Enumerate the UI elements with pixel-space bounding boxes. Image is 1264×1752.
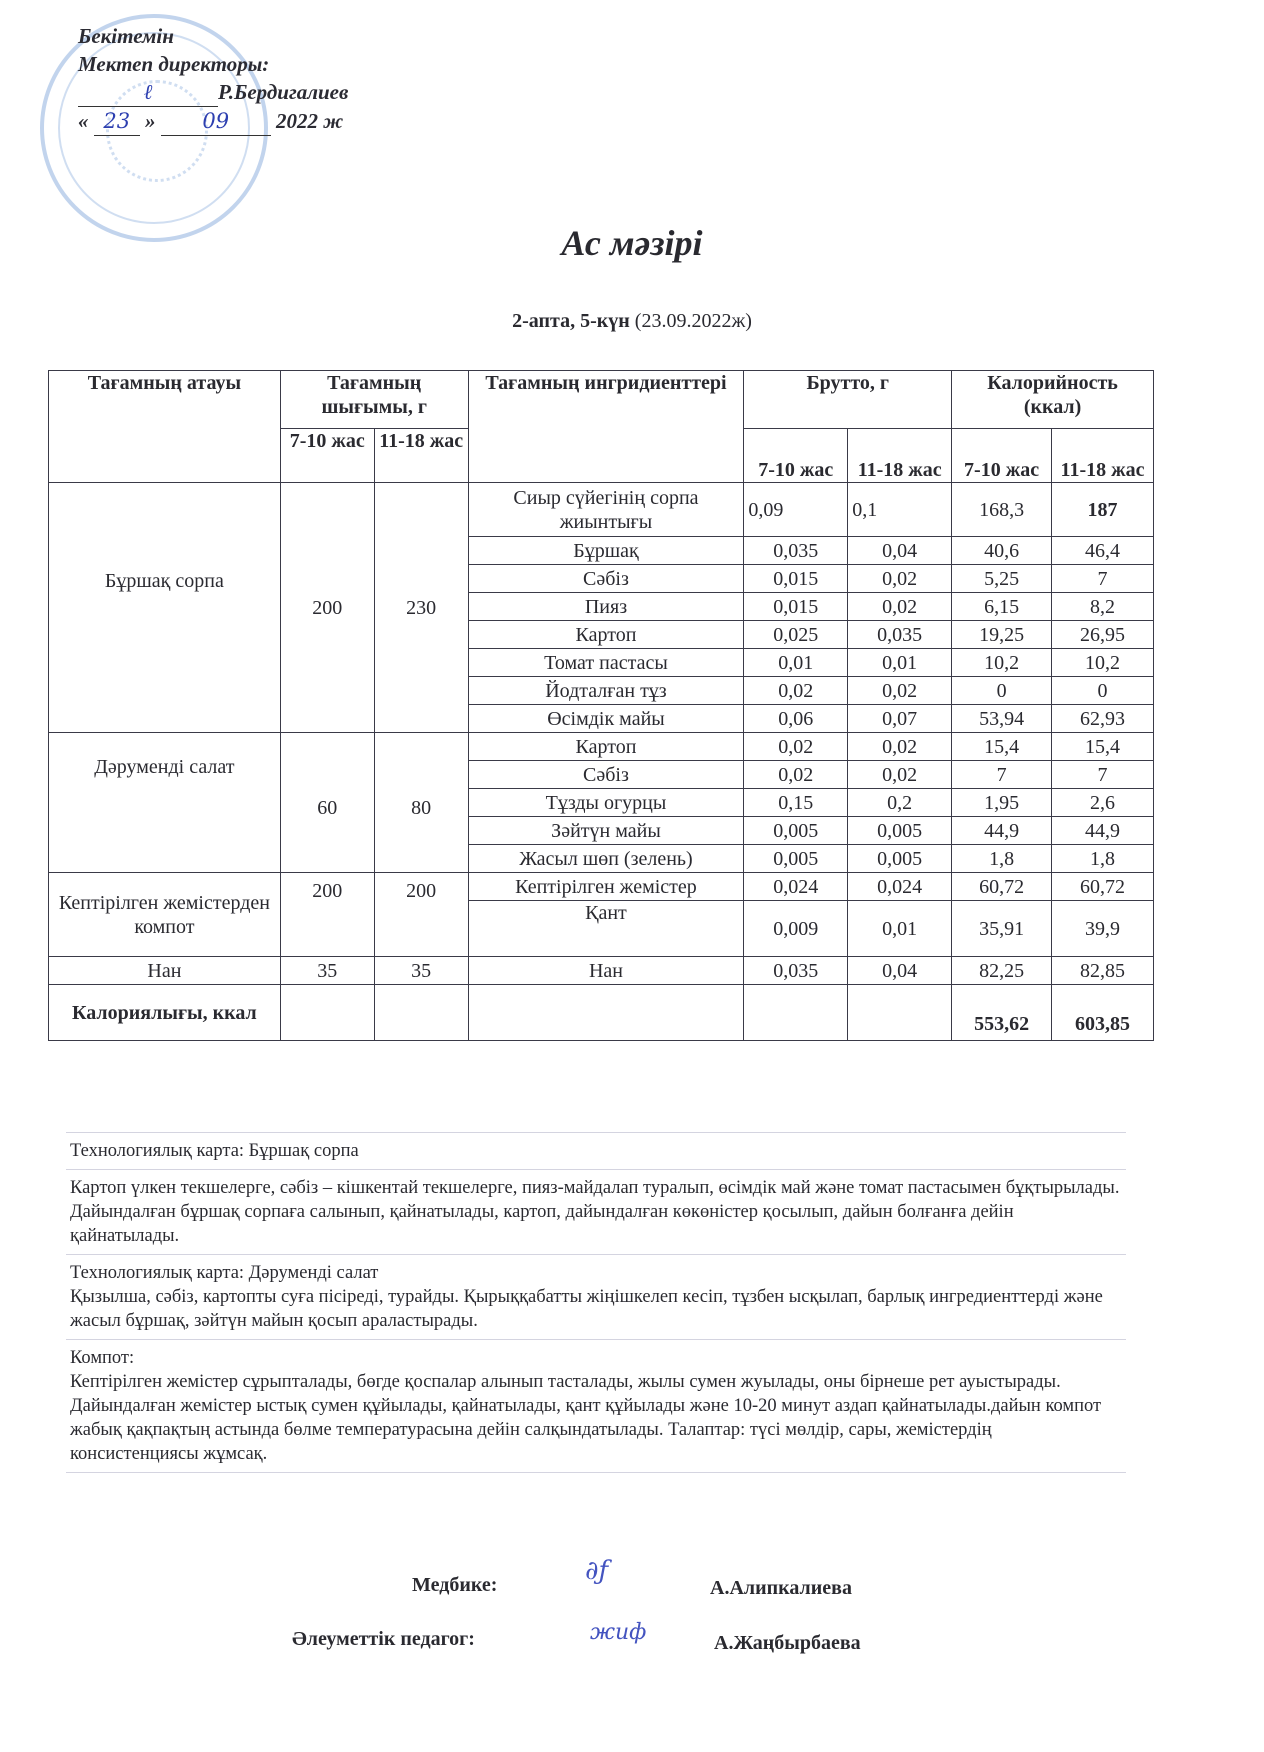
dish-yield-11-18: 230 — [374, 483, 468, 733]
kcal-11-18: 15,4 — [1052, 733, 1154, 761]
table-row — [49, 483, 1154, 537]
brutto-11-18: 0,02 — [848, 593, 952, 621]
total-kcal-7-10: 553,62 — [952, 985, 1052, 1041]
header-brutto-7-10: 7-10 жас — [744, 429, 848, 483]
approval-year: 2022 ж — [276, 109, 344, 133]
brutto-11-18: 0,02 — [848, 761, 952, 789]
tech-card-soup-body — [66, 1169, 1126, 1254]
ingredient: Қант — [468, 901, 744, 957]
dish-name: Бұршақ сорпа — [49, 483, 281, 733]
dish-yield-7-10: 60 — [280, 733, 374, 873]
table-row — [49, 733, 1154, 761]
empty-cell — [744, 985, 848, 1041]
tech-card-title: Компот: — [70, 1348, 135, 1368]
brutto-11-18: 0,04 — [848, 537, 952, 565]
director-signature: ℓ — [78, 78, 218, 107]
brutto-11-18: 0,01 — [848, 901, 952, 957]
dish-name: Нан — [49, 957, 281, 985]
header-kcal-11-18: 11-18 жас — [1052, 429, 1154, 483]
kcal-11-18: 60,72 — [1052, 873, 1154, 901]
tech-cards — [66, 1132, 1126, 1473]
empty-cell — [468, 985, 744, 1041]
ingredient: Тұзды огурцы — [468, 789, 744, 817]
approval-day: 23 — [94, 107, 140, 136]
approval-month: 09 — [161, 107, 271, 136]
ingredient: Кептірілген жемістер — [468, 873, 744, 901]
header-ingredients: Тағамның ингридиенттері — [468, 371, 744, 483]
kcal-11-18: 1,8 — [1052, 845, 1154, 873]
kcal-11-18: 46,4 — [1052, 537, 1154, 565]
total-row — [49, 985, 1154, 1041]
kcal-11-18: 7 — [1052, 761, 1154, 789]
kcal-7-10: 60,72 — [952, 873, 1052, 901]
header-dish-name: Тағамның атауы — [49, 371, 281, 483]
empty-cell — [374, 985, 468, 1041]
kcal-7-10: 7 — [952, 761, 1052, 789]
pedagogue-role: Әлеуметтік педагог: — [292, 1628, 475, 1650]
header-brutto-11-18: 11-18 жас — [848, 429, 952, 483]
tech-card-soup-title — [66, 1132, 1126, 1169]
tech-card-salad — [66, 1254, 1126, 1339]
empty-cell — [848, 985, 952, 1041]
brutto-11-18: 0,02 — [848, 677, 952, 705]
approval-date-line: « 23 » 09 2022 ж — [78, 107, 348, 136]
kcal-7-10: 1,8 — [952, 845, 1052, 873]
kcal-7-10: 82,25 — [952, 957, 1052, 985]
kcal-7-10: 1,95 — [952, 789, 1052, 817]
brutto-7-10: 0,025 — [744, 621, 848, 649]
brutto-7-10: 0,035 — [744, 537, 848, 565]
table-row — [49, 957, 1154, 985]
kcal-11-18: 8,2 — [1052, 593, 1154, 621]
dish-yield-7-10: 200 — [280, 483, 374, 733]
kcal-7-10: 53,94 — [952, 705, 1052, 733]
ingredient: Бұршақ — [468, 537, 744, 565]
kcal-11-18: 82,85 — [1052, 957, 1154, 985]
header-calories: Калорийность (ккал) — [952, 371, 1154, 429]
brutto-7-10: 0,01 — [744, 649, 848, 677]
brutto-7-10: 0,005 — [744, 845, 848, 873]
brutto-7-10: 0,015 — [744, 593, 848, 621]
ingredient: Картоп — [468, 621, 744, 649]
kcal-7-10: 5,25 — [952, 565, 1052, 593]
brutto-7-10: 0,009 — [744, 901, 848, 957]
brutto-11-18: 0,02 — [848, 733, 952, 761]
tech-card-title: Технологиялық карта: Бұршақ сорпа — [70, 1141, 359, 1161]
brutto-11-18: 0,07 — [848, 705, 952, 733]
tech-card-body: Картоп үлкен текшелерге, сәбіз – кішкентай текшелерге, пияз-майдалап туралып, өсімдік май және томат пастасымен бұқтырылады. Дайындалған бұршақ сорпаға салынып, қайнатылады, картоп, дайындалған көкөністер қосылып, дайын болғанға дейін қайнатылады. — [70, 1178, 1120, 1246]
ingredient: Томат пастасы — [468, 649, 744, 677]
brutto-7-10: 0,02 — [744, 761, 848, 789]
tech-card-compote — [66, 1339, 1126, 1473]
approval-signer: Р.Бердигалиев — [218, 80, 349, 104]
table-row — [49, 873, 1154, 901]
header-yield: Тағамның шығымы, г — [280, 371, 468, 429]
total-kcal-11-18: 603,85 — [1052, 985, 1154, 1041]
kcal-7-10: 6,15 — [952, 593, 1052, 621]
dish-yield-11-18: 35 — [374, 957, 468, 985]
brutto-7-10: 0,02 — [744, 733, 848, 761]
ingredient: Жасыл шөп (зелень) — [468, 845, 744, 873]
ingredient: Сәбіз — [468, 565, 744, 593]
kcal-7-10: 10,2 — [952, 649, 1052, 677]
kcal-7-10: 44,9 — [952, 817, 1052, 845]
header-yield-11-18: 11-18 жас — [374, 429, 468, 483]
kcal-7-10: 15,4 — [952, 733, 1052, 761]
ingredient: Йодталған тұз — [468, 677, 744, 705]
menu-table — [48, 370, 1154, 1041]
pedagogue-name: А.Жаңбырбаева — [714, 1632, 861, 1654]
ingredient: Нан — [468, 957, 744, 985]
empty-cell — [280, 985, 374, 1041]
approval-signer-line — [78, 78, 348, 107]
tech-card-title: Технологиялық карта: Дәрумендi салат — [70, 1263, 379, 1283]
kcal-7-10: 0 — [952, 677, 1052, 705]
kcal-7-10: 35,91 — [952, 901, 1052, 957]
tech-card-body: Қызылша, сәбіз, картопты суға пісіреді, турайды. Қырыққабатты жіңішкелеп кесіп, тұзбен ысқылап, барлық ингредиенттерді және жасыл бұршақ, зәйтүн майын қосып араластырады. — [70, 1287, 1103, 1331]
brutto-11-18: 0,005 — [848, 845, 952, 873]
brutto-11-18: 0,04 — [848, 957, 952, 985]
brutto-7-10: 0,06 — [744, 705, 848, 733]
header-yield-7-10: 7-10 жас — [280, 429, 374, 483]
kcal-7-10: 168,3 — [952, 483, 1052, 537]
dish-yield-7-10: 35 — [280, 957, 374, 985]
brutto-11-18: 0,035 — [848, 621, 952, 649]
kcal-11-18: 187 — [1052, 483, 1154, 537]
brutto-7-10: 0,024 — [744, 873, 848, 901]
kcal-11-18: 62,93 — [1052, 705, 1154, 733]
ingredient: Картоп — [468, 733, 744, 761]
ingredient: Пияз — [468, 593, 744, 621]
nurse-signature-mark: ∂ƒ — [585, 1556, 609, 1586]
approval-position: Мектеп директоры: — [78, 52, 270, 76]
brutto-11-18: 0,01 — [848, 649, 952, 677]
brutto-7-10: 0,005 — [744, 817, 848, 845]
header-brutto: Брутто, г — [744, 371, 952, 429]
ingredient: Зәйтүн майы — [468, 817, 744, 845]
kcal-11-18: 10,2 — [1052, 649, 1154, 677]
ingredient: Сиыр сүйегінің сорпа жиынтығы — [468, 483, 744, 537]
kcal-11-18: 7 — [1052, 565, 1154, 593]
dish-yield-11-18: 80 — [374, 733, 468, 873]
kcal-11-18: 39,9 — [1052, 901, 1154, 957]
week-day: 2-апта, 5-күн — [512, 310, 630, 332]
brutto-7-10: 0,015 — [744, 565, 848, 593]
dish-name: Кептірілген жемістерден компот — [49, 873, 281, 957]
brutto-11-18: 0,2 — [848, 789, 952, 817]
brutto-11-18: 0,1 — [848, 483, 952, 537]
brutto-11-18: 0,024 — [848, 873, 952, 901]
dish-yield-11-18: 200 — [374, 873, 468, 957]
page-title: Ас мәзірі — [561, 223, 703, 263]
total-label: Калориялығы, ккал — [49, 985, 281, 1041]
header-kcal-7-10: 7-10 жас — [952, 429, 1052, 483]
nurse-role: Медбике: — [412, 1574, 498, 1596]
dish-name: Дәрумендi салат — [49, 733, 281, 873]
kcal-7-10: 40,6 — [952, 537, 1052, 565]
ingredient: Сәбіз — [468, 761, 744, 789]
kcal-11-18: 0 — [1052, 677, 1154, 705]
nurse-name: А.Алипкалиева — [710, 1577, 852, 1599]
brutto-7-10: 0,15 — [744, 789, 848, 817]
brutto-11-18: 0,005 — [848, 817, 952, 845]
tech-card-body: Кептірілген жемістер сұрыпталады, бөгде қоспалар алынып тасталады, жылы сумен жуылады, оны бірнеше рет ауыстырады. Дайындалған жемістер ыстық сумен құйылады, қайнатылады, қант құйылады және 10-20 минут аздап қайнатылады.дайын компот жабық қақпақтың астында бөлме температурасына дейін салқындатылады. Талаптар: түсі мөлдір, сары, жемістердің консистенциясы жұмсақ. — [70, 1372, 1102, 1464]
ingredient: Өсімдік майы — [468, 705, 744, 733]
kcal-7-10: 19,25 — [952, 621, 1052, 649]
page-subtitle — [0, 310, 1264, 333]
brutto-11-18: 0,02 — [848, 565, 952, 593]
menu-date: (23.09.2022ж) — [634, 310, 752, 332]
kcal-11-18: 44,9 — [1052, 817, 1154, 845]
approval-block — [78, 22, 348, 136]
brutto-7-10: 0,09 — [744, 483, 848, 537]
kcal-11-18: 2,6 — [1052, 789, 1154, 817]
approval-heading: Бекітемін — [78, 24, 174, 48]
kcal-11-18: 26,95 — [1052, 621, 1154, 649]
dish-yield-7-10: 200 — [280, 873, 374, 957]
pedagogue-signature-mark: жиф — [590, 1620, 647, 1645]
brutto-7-10: 0,035 — [744, 957, 848, 985]
brutto-7-10: 0,02 — [744, 677, 848, 705]
